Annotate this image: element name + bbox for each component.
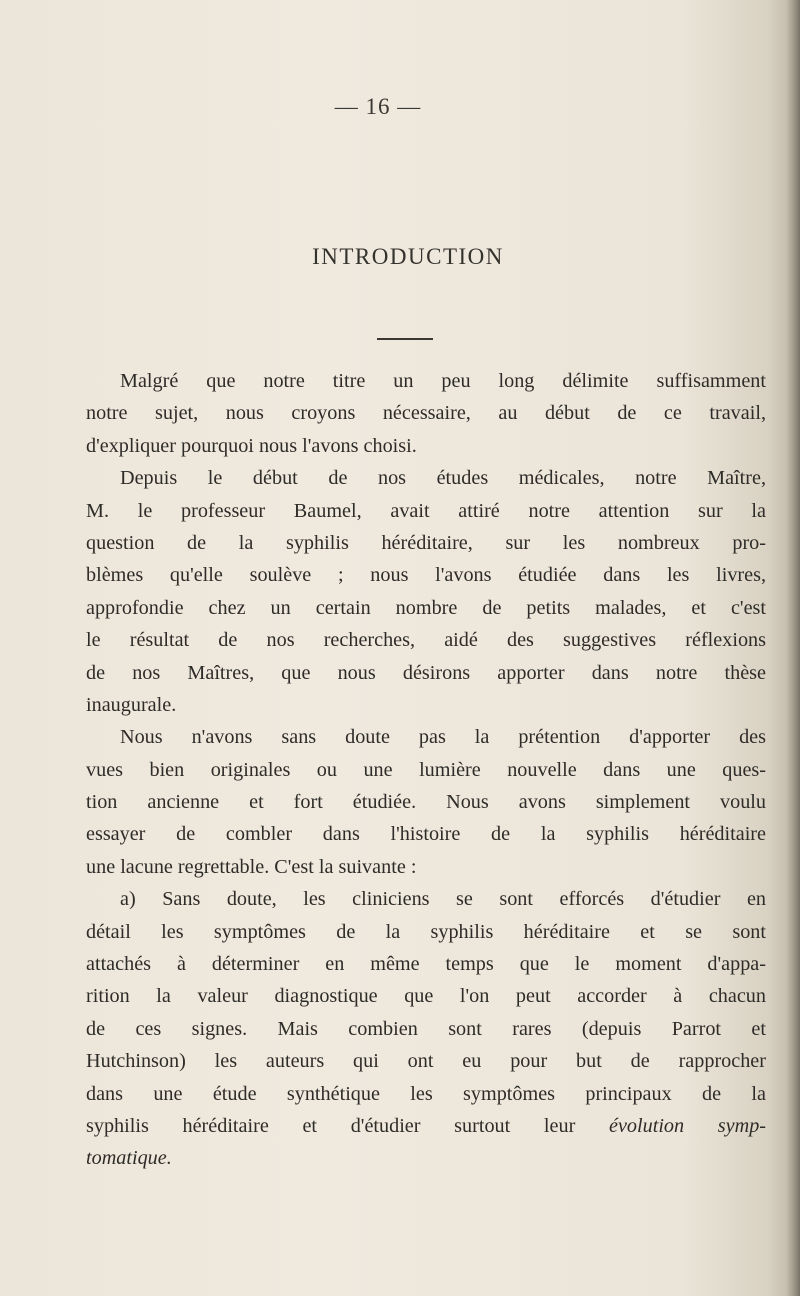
section-heading: INTRODUCTION — [312, 244, 504, 269]
heading-divider — [377, 338, 433, 340]
text-line: essayer de combler dans l'histoire de la syphilis héréditaire — [86, 823, 766, 846]
text-line: question de la syphilis héréditaire, sur les nombreux pro- — [86, 531, 766, 554]
text-line: une lacune regrettable. C'est la suivante : — [86, 855, 417, 878]
body-text — [86, 365, 766, 1175]
text-line: M. le professeur Baumel, avait attiré notre attention sur la — [86, 499, 766, 522]
text-line: rition la valeur diagnostique que l'on peut accorder à chacun — [86, 985, 766, 1008]
text-line: de ces signes. Mais combien sont rares (depuis Parrot et — [86, 1017, 766, 1040]
text-line: détail les symptômes de la syphilis héréditaire et se sont — [86, 920, 766, 943]
text-line: Hutchinson) les auteurs qui ont eu pour but de rapprocher — [86, 1050, 766, 1073]
text-line: Nous n'avons sans doute pas la prétention d'apporter des — [120, 726, 766, 749]
page-edge-shadow — [786, 0, 800, 1296]
text-line: vues bien originales ou une lumière nouvelle dans une ques- — [86, 758, 766, 781]
text-line: attachés à déterminer en même temps que le moment d'appa- — [86, 953, 766, 976]
italic-text: évolution symp- — [609, 1114, 767, 1137]
text-line: tion ancienne et fort étudiée. Nous avons simplement voulu — [86, 791, 766, 814]
text-line: inaugurale. — [86, 693, 177, 716]
text-line — [86, 1110, 766, 1142]
text-line: Malgré que notre titre un peu long délimite suffisamment — [120, 370, 766, 392]
text-line: d'expliquer pourquoi nous l'avons choisi. — [86, 434, 417, 457]
page-number: — 16 — — [334, 94, 422, 119]
text-line: Depuis le début de nos études médicales, notre Maître, — [120, 467, 766, 490]
text-line: dans une étude synthétique les symptômes principaux de la — [86, 1082, 766, 1105]
text-line: blèmes qu'elle soulève ; nous l'avons étudiée dans les livres, — [86, 564, 766, 587]
text-line: notre sujet, nous croyons nécessaire, au début de ce travail, — [86, 402, 766, 425]
text-line: a) Sans doute, les cliniciens se sont efforcés d'étudier en — [120, 888, 766, 911]
text-line-italic: tomatique. — [86, 1147, 172, 1170]
text-line: le résultat de nos recherches, aidé des suggestives réflexions — [86, 629, 766, 652]
text-line: approfondie chez un certain nombre de petits malades, et c'est — [86, 596, 766, 619]
text-line-prefix: syphilis héréditaire et d'étudier surtout leur — [86, 1114, 576, 1137]
text-line: de nos Maîtres, que nous désirons apporter dans notre thèse — [86, 661, 766, 684]
